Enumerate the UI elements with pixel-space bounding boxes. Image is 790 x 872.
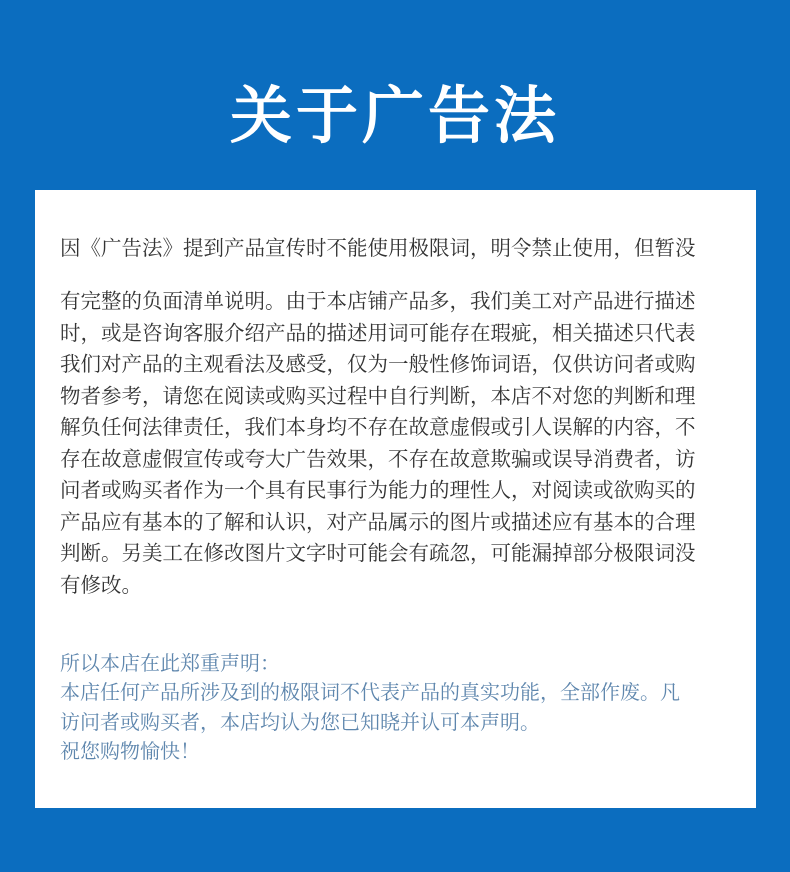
intro-paragraph [60,233,736,263]
paragraph-line: 有完整的负面清单说明。由于本店铺产品多，我们美工对产品进行描述 [60,289,696,313]
content-card [35,190,756,808]
notice-line: 本店任何产品所涉及到的极限词不代表产品的真实功能，全部作废。凡 [60,680,680,705]
notice-line: 所以本店在此郑重声明： [60,651,280,675]
paragraph-line: 因《广告法》提到产品宣传时不能使用极限词，明令禁止使用，但暂没 [60,236,696,260]
paragraph-line: 物者参考，请您在阅读或购买过程中自行判断，本店不对您的判断和理 [60,383,696,408]
paragraph-line: 解负任何法律责任，我们本身均不存在故意虚假或引人误解的内容，不 [60,415,696,439]
paragraph-line: 有修改。 [60,572,142,597]
notice-line: 祝您购物愉快！ [60,738,200,763]
paragraph-line: 我们对产品的主观看法及感受，仅为一般性修饰词语，仅供访问者或购 [60,352,696,376]
notice-block [60,649,736,766]
page-title: 关于广告法 [229,79,560,152]
paragraph-line: 时，或是咨询客服介绍产品的描述用词可能存在瑕疵，相关描述只代表 [60,320,696,345]
paragraph-line: 判断。另美工在修改图片文字时可能会有疏忽，可能漏掉部分极限词没 [60,541,696,565]
paragraph-line: 存在故意虚假宣传或夸大广告效果，不存在故意欺骗或误导消费者，访 [60,446,696,471]
paragraph-line: 产品应有基本的了解和认识，对产品属示的图片或描述应有基本的合理 [60,509,696,534]
paragraph-line: 问者或购买者作为一个具有民事行为能力的理性人，对阅读或欲购买的 [60,478,696,502]
disclaimer-paragraph [60,286,736,601]
notice-line: 访问者或购买者，本店均认为您已知晓并认可本声明。 [60,709,540,734]
